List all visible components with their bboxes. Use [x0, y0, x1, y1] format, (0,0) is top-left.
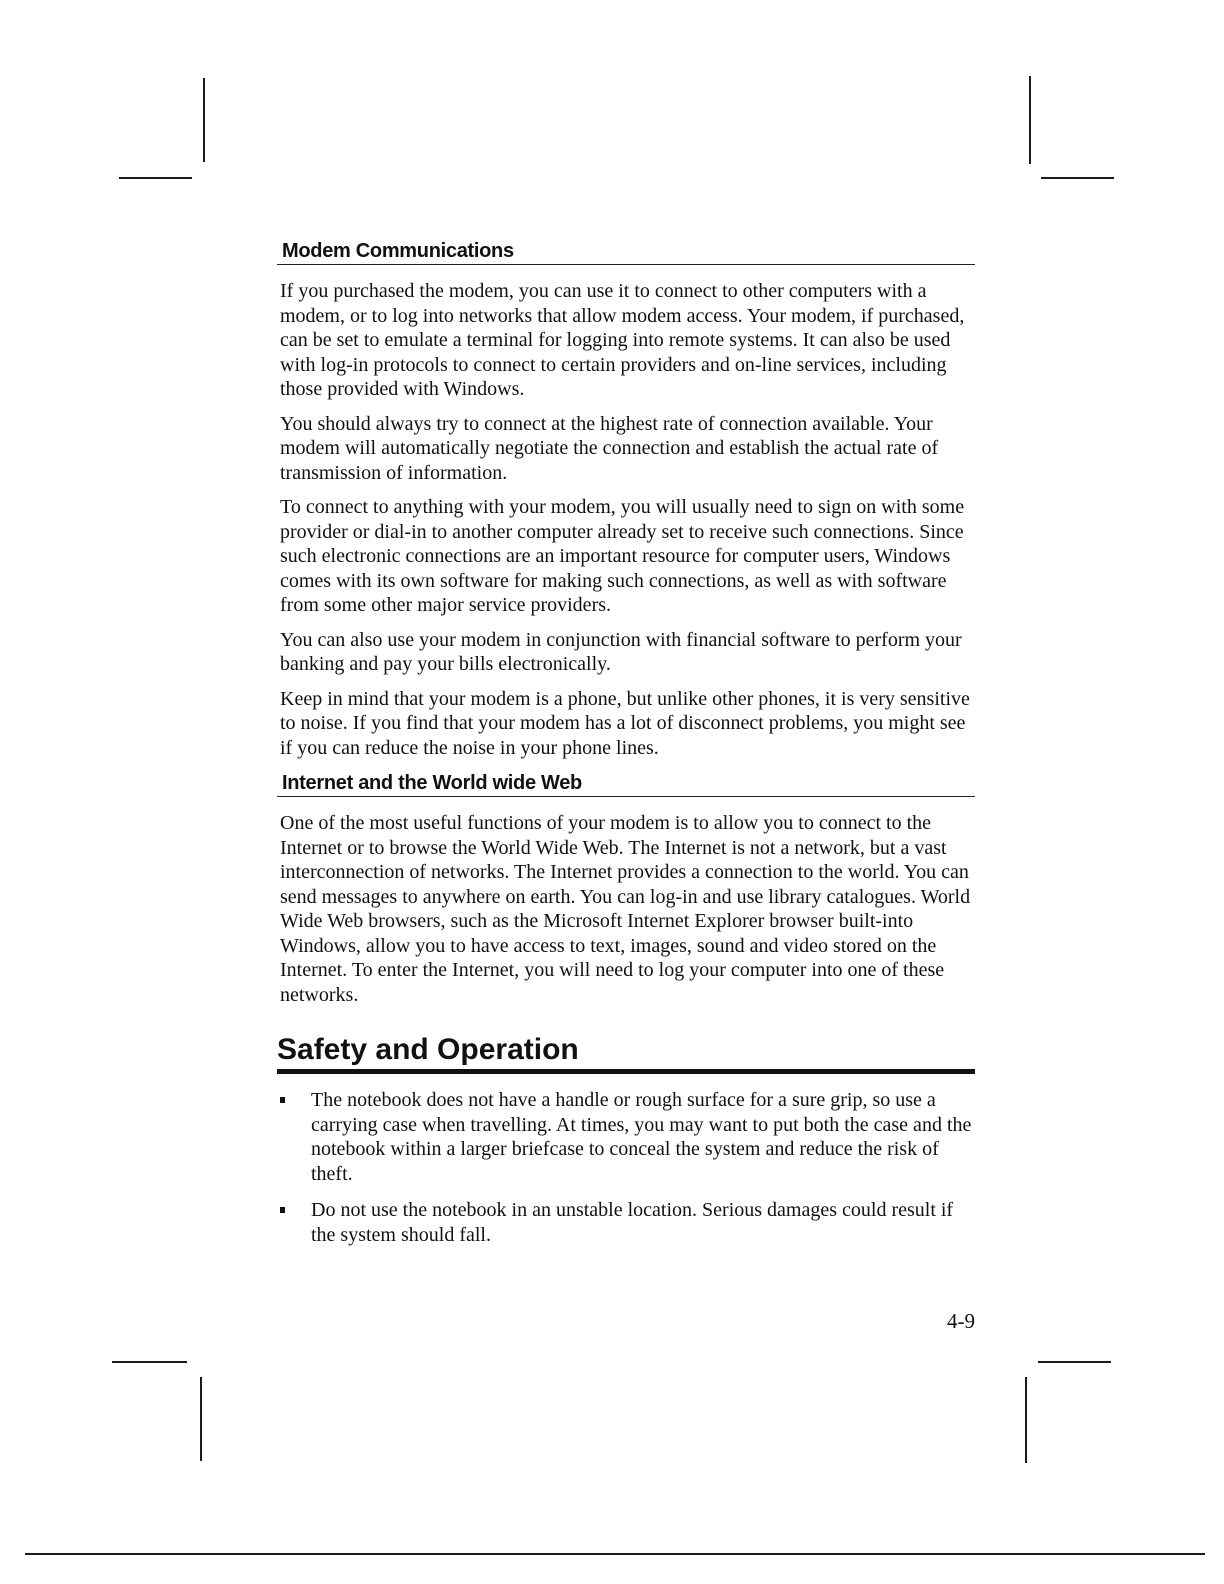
crop-mark-top-left-vertical — [203, 78, 205, 162]
crop-mark-bottom-left-vertical — [200, 1377, 202, 1461]
safety-bullet-list — [277, 1088, 975, 1247]
crop-mark-bottom-left-horizontal — [112, 1361, 187, 1363]
internet-heading: Internet and the World wide Web — [277, 770, 975, 797]
crop-mark-top-right-horizontal — [1041, 177, 1114, 179]
internet-section — [277, 770, 975, 1007]
list-item — [277, 1198, 975, 1247]
bullet-square-icon — [280, 1097, 285, 1103]
internet-paragraph: One of the most useful functions of your modem is to allow you to connect to the Internet or to browse the World Wide Web. The Internet is not a network, but a vast interconnection of networks. The Internet provides a connection to the world. You can send messages to anywhere on earth. You can log-in and use library catalogues. World Wide Web browsers, such as the Microsoft Internet Explorer browser built-into Windows, allow you to have access to text, images, sound and video stored on the Internet. To enter the Internet, you will need to log your computer into one of these networks. — [280, 812, 971, 1006]
modem-paragraph: You should always try to connect at the highest rate of connection available. Your modem will automatically negotiate the connection and establish the actual rate of transmission of information. — [280, 412, 939, 484]
crop-mark-top-left-horizontal — [119, 177, 192, 179]
bottom-edge-line — [25, 1553, 1205, 1555]
crop-mark-bottom-right-horizontal — [1038, 1361, 1111, 1363]
modem-paragraph: If you purchased the modem, you can use it to connect to other computers with a modem, or to log into networks that allow modem access. Your modem, if purchased, can be set to emulate a terminal for logging into remote systems. It can also be used with log-in protocols to connect to certain providers and on-line services, including those provided with Windows. — [280, 280, 965, 400]
page-content — [277, 238, 975, 1259]
bullet-text: The notebook does not have a handle or rough surface for a sure grip, so use a carrying case when travelling. At times, you may want to put both the case and the notebook within a larger briefcase to conceal the system and reduce the risk of theft. — [311, 1089, 972, 1185]
modem-heading: Modem Communications — [277, 238, 975, 265]
bullet-text: Do not use the notebook in an unstable location. Serious damages could result if the system should fall. — [311, 1199, 954, 1246]
list-item — [277, 1088, 975, 1186]
crop-mark-bottom-right-vertical — [1025, 1377, 1027, 1463]
modem-paragraph: Keep in mind that your modem is a phone, but unlike other phones, it is very sensitive to noise. If you find that your modem has a lot of disconnect problems, you might see if you can reduce the noise in your phone lines. — [280, 687, 970, 759]
bullet-square-icon — [280, 1207, 285, 1213]
modem-paragraph: To connect to anything with your modem, you will usually need to sign on with some provider or dial-in to another computer already set to receive such connections. Since such electronic connections are an important resource for computer users, Windows comes with its own software for making such connections, as well as with software from some other major service providers. — [280, 496, 965, 616]
modem-section — [277, 238, 975, 760]
safety-heading: Safety and Operation — [277, 1031, 975, 1074]
page-number: 4-9 — [947, 1309, 975, 1333]
safety-section — [277, 1031, 975, 1247]
modem-paragraph: You can also use your modem in conjunction with financial software to perform your banking and pay your bills electronically. — [280, 628, 962, 675]
crop-mark-top-right-vertical — [1029, 76, 1031, 164]
